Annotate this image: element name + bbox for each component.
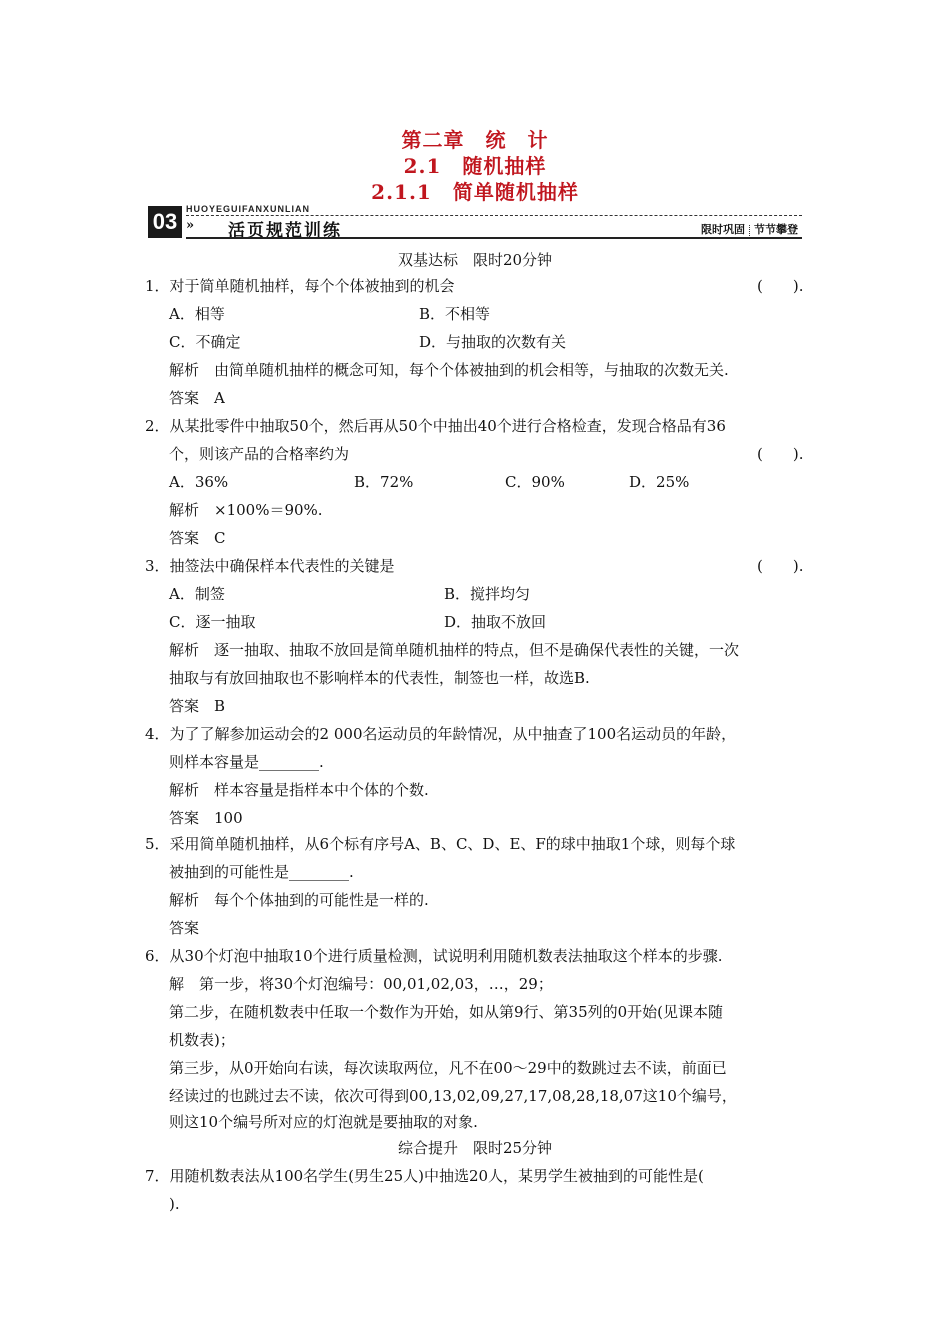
q3-stem: 3．抽签法中确保样本代表性的关键是 — [145, 557, 395, 575]
q4-answer: 答案 100 — [169, 809, 243, 827]
q3-option-a: A．制签 — [169, 585, 225, 603]
q6-step3-line1: 第三步，从0开始向右读，每次读取两位，凡不在00～29中的数跳过去不读，前面已 — [169, 1059, 727, 1077]
q1-option-d: D．与抽取的次数有关 — [419, 333, 567, 351]
q1-stem: 1．对于简单随机抽样，每个个体被抽到的机会 — [145, 277, 455, 295]
banner-separator — [749, 225, 750, 236]
q5-stem-line1: 5．采用简单随机抽样，从6个标有序号A、B、C、D、E、F的球中抽取1个球，则每个球 — [145, 835, 736, 853]
q6-stem: 6．从30个灯泡中抽取10个进行质量检测，试说明利用随机数表法抽取这个样本的步骤. — [145, 947, 723, 965]
q7-stem-line1: 7．用随机数表法从100名学生(男生25人)中抽选20人，某男学生被抽到的可能性是( — [145, 1167, 704, 1185]
section-heading-advanced: 综合提升 限时25分钟 — [397, 1139, 553, 1157]
q2-option-b: B．72% — [354, 473, 414, 491]
q1-paren: ( ). — [757, 277, 804, 295]
banner-right-label — [701, 221, 798, 237]
q1-option-b: B．不相等 — [419, 305, 491, 323]
q3-analysis-line2: 抽取与有放回抽取也不影响样本的代表性，制签也一样，故选B. — [169, 669, 590, 687]
q5-answer: 答案 — [169, 919, 200, 937]
section-title: 2.1 随机抽样 — [403, 154, 547, 178]
q2-option-c: C．90% — [505, 473, 565, 491]
chevron-right-icon: » — [186, 218, 195, 233]
q3-answer: 答案 B — [169, 697, 226, 715]
chapter-title: 第二章 统 计 — [401, 128, 549, 152]
q2-stem-line1: 2．从某批零件中抽取50个，然后再从50个中抽出40个进行合格检查，发现合格品有36 — [145, 417, 726, 435]
q4-analysis: 解析 样本容量是指样本中个体的个数. — [169, 781, 429, 799]
q1-answer: 答案 A — [169, 389, 225, 407]
q4-stem-line2: 则样本容量是________. — [169, 753, 324, 771]
q6-step1: 解 第一步，将30个灯泡编号：00,01,02,03，…，29； — [169, 975, 553, 993]
q3-paren: ( ). — [757, 557, 804, 575]
banner-right-a: 限时巩固 — [701, 224, 745, 236]
q3-option-d: D．抽取不放回 — [444, 613, 547, 631]
q1-analysis: 解析 由简单随机抽样的概念可知，每个个体被抽到的机会相等，与抽取的次数无关. — [169, 361, 729, 379]
banner-number: 03 — [148, 206, 182, 238]
q5-stem-line2: 被抽到的可能性是________. — [169, 863, 354, 881]
q6-step3-line2: 经读过的也跳过去不读，依次可得到00,13,02,09,27,17,08,28,18,07这10个编号， — [169, 1087, 737, 1105]
q6-step2-line2: 机数表)； — [169, 1031, 235, 1049]
banner-right-b: 节节攀登 — [754, 224, 798, 236]
q2-stem-line2: 个，则该产品的合格率约为 — [169, 445, 350, 463]
section-heading-basic: 双基达标 限时20分钟 — [397, 251, 553, 269]
q6-step2-line1: 第二步，在随机数表中任取一个数作为开始，如从第9行、第35列的0开始(见课本随 — [169, 1003, 724, 1021]
banner-title: 活页规范训练 — [228, 221, 342, 240]
q4-stem-line1: 4．为了了解参加运动会的2 000名运动员的年龄情况，从中抽查了100名运动员的年龄， — [145, 725, 737, 743]
q3-option-c: C．逐一抽取 — [169, 613, 256, 631]
q2-paren: ( ). — [757, 445, 804, 463]
q2-option-d: D．25% — [629, 473, 690, 491]
q2-option-a: A．36% — [169, 473, 229, 491]
q3-option-b: B．搅拌均匀 — [444, 585, 531, 603]
q5-analysis: 解析 每个个体抽到的可能性是一样的. — [169, 891, 429, 909]
q1-option-a: A．相等 — [169, 305, 225, 323]
q7-stem-line2: ). — [169, 1195, 180, 1213]
banner-bottom-rule — [186, 237, 802, 239]
practice-banner — [148, 204, 802, 240]
q2-analysis: 解析 ×100%＝90%. — [169, 501, 323, 519]
q2-answer: 答案 C — [169, 529, 226, 547]
q1-option-c: C．不确定 — [169, 333, 241, 351]
q3-analysis-line1: 解析 逐一抽取、抽取不放回是简单随机抽样的特点，但不是确保代表性的关键，一次 — [169, 641, 740, 659]
subsection-title: 2.1.1 简单随机抽样 — [371, 180, 579, 204]
banner-pinyin: HUOYEGUIFANXUNLIAN — [186, 204, 311, 214]
q6-step3-line3: 则这10个编号所对应的灯泡就是要抽取的对象. — [169, 1113, 478, 1131]
